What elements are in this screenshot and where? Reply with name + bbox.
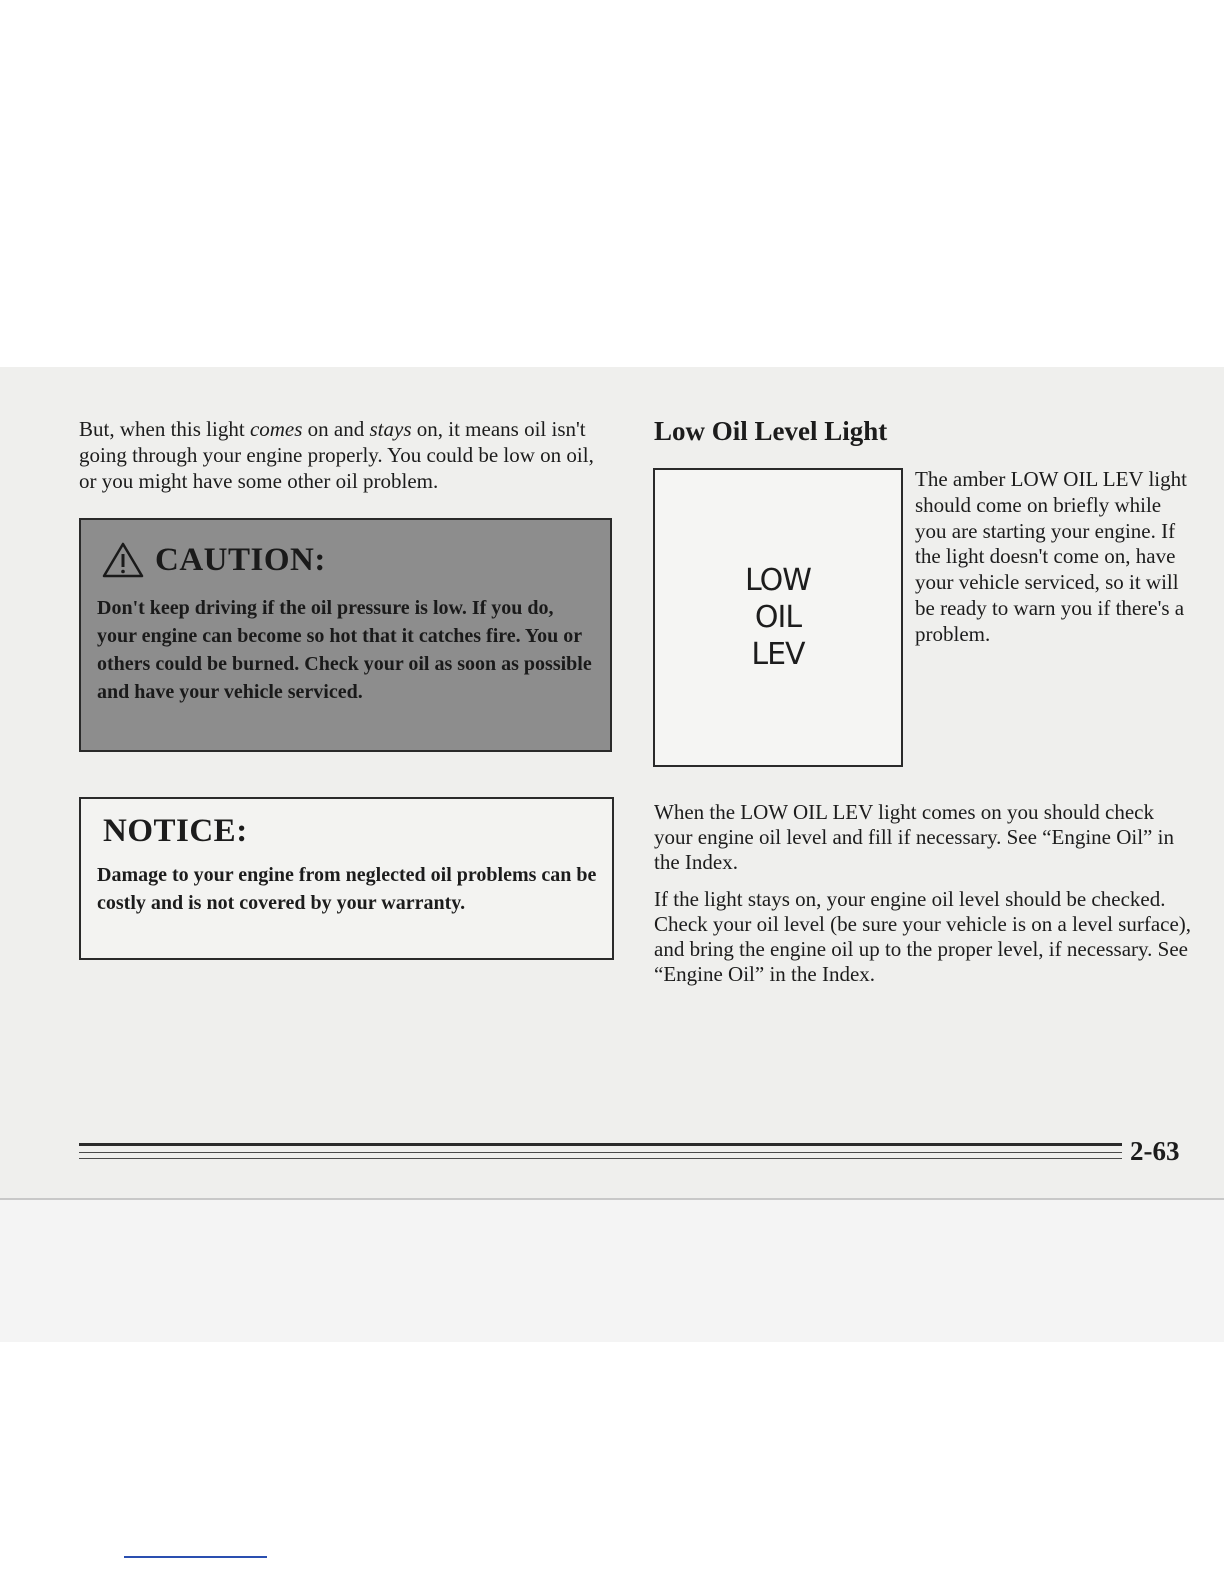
footer-link-underline xyxy=(124,1556,267,1558)
caution-box xyxy=(79,518,612,752)
page-bottom-band xyxy=(0,1198,1224,1342)
low-oil-level-lamp-illustration xyxy=(653,468,903,767)
lamp-description: The amber LOW OIL LEV light should come on briefly while you are starting your engine. If the light doesn't come on, have your vehicle serviced, so it will be ready to warn you if there's a problem. xyxy=(915,467,1187,646)
section-title: Low Oil Level Light xyxy=(654,416,888,446)
lamp-label-line: LEV xyxy=(751,637,805,672)
caution-heading xyxy=(101,538,326,582)
footer-rule xyxy=(79,1152,1122,1153)
oil-pressure-intro-paragraph: But, when this light comes on and stays on, it means oil isn't going through your engine properly. You could be low on oil, or you might have some other oil problem. xyxy=(79,417,594,493)
caution-text: Don't keep driving if the oil pressure is low. If you do, your engine can become so hot that it catches fire. You or others could be burned. Check your oil as soon as possible and have your vehicle serviced. xyxy=(97,597,592,703)
warning-triangle-icon xyxy=(101,541,145,579)
lamp-label xyxy=(655,562,901,673)
caution-title: CAUTION: xyxy=(155,541,326,578)
notice-title: NOTICE: xyxy=(103,813,248,849)
page-number: 2-63 xyxy=(1130,1136,1180,1166)
notice-text: Damage to your engine from neglected oil problems can be costly and is not covered by your warranty. xyxy=(97,864,597,914)
footer-rule xyxy=(79,1143,1122,1146)
footer-rule xyxy=(79,1158,1122,1159)
check-oil-paragraph: When the LOW OIL LEV light comes on you should check your engine oil level and fill if necessary. See “Engine Oil” in the Index. xyxy=(654,800,1174,874)
notice-box xyxy=(79,797,614,960)
light-stays-on-paragraph: If the light stays on, your engine oil level should be checked. Check your oil level (be sure your vehicle is on a level surface), and bring the engine oil up to the proper level, if necessary. See “Engine Oil” in the Index. xyxy=(654,887,1192,986)
lamp-label-line: OIL xyxy=(754,600,802,635)
lamp-label-line: LOW xyxy=(745,563,811,598)
